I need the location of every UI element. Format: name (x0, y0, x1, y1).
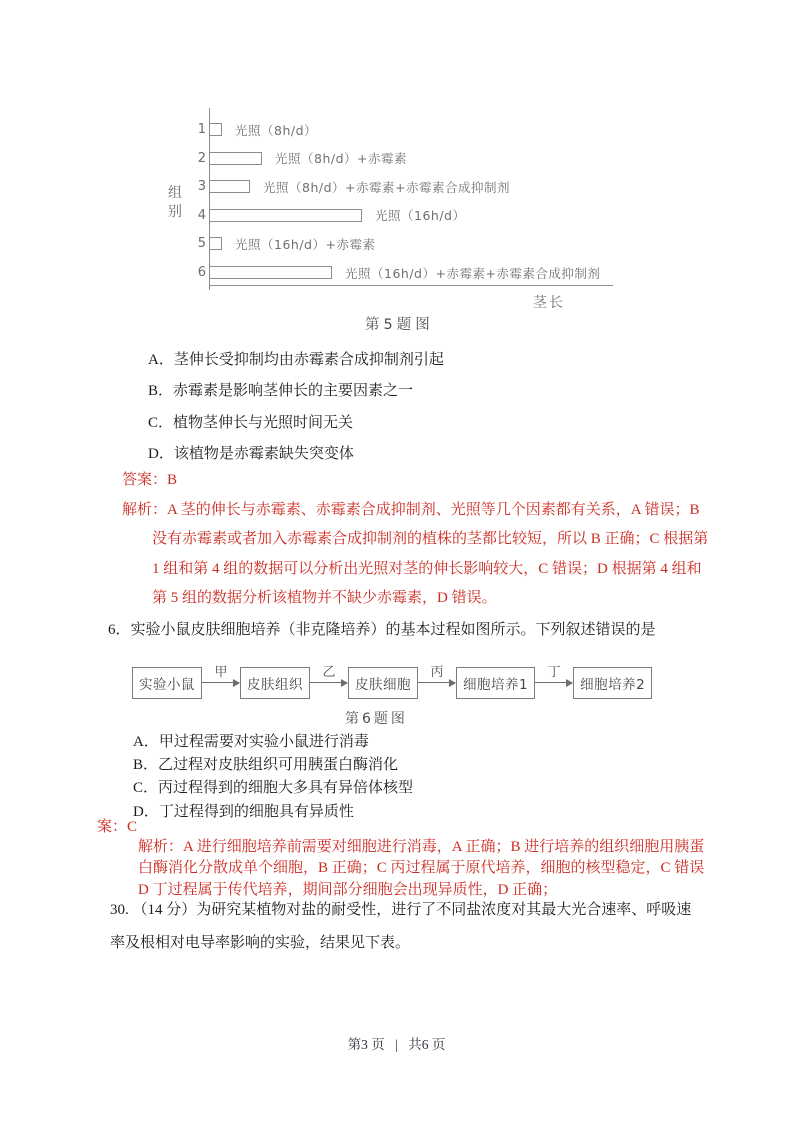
chart-x-axis (209, 285, 613, 286)
flow-arrow (418, 667, 456, 699)
chart-row (192, 151, 407, 166)
flow-arrow (310, 667, 348, 699)
flow-arrow (535, 667, 573, 699)
chart-row (192, 179, 510, 194)
option: C．丙过程得到的细胞大多具有异倍体核型 (133, 780, 414, 797)
analysis-line: D 丁过程属于传代培养，期间部分细胞会出现异质性，D 正确； (138, 881, 558, 898)
arrow-line-icon (310, 682, 347, 683)
analysis-line: 1 组和第 4 组的数据可以分析出光照对茎的伸长影响较大，C 错误；D 根据第 4 组和 (152, 560, 702, 577)
figure6-caption: 第6题图 (345, 711, 408, 727)
flow-node: 皮肤细胞 (348, 667, 418, 699)
option: D．丁过程得到的细胞具有异质性 (133, 803, 354, 820)
question5-options (148, 345, 444, 471)
flow-arrow (202, 667, 240, 699)
chart-y-axis-label: 组别 (168, 185, 182, 220)
stem-line: 30. （14 分）为研究某植物对盐的耐受性，进行了不同盐浓度对其最大光合速率、呼吸速 (110, 902, 692, 918)
footer-total-pages: 共6 页 (408, 1037, 446, 1052)
analysis-line: 白酶消化分散成单个细胞，B 正确；C 丙过程属于原代培养，细胞的核型稳定，C 错误 (138, 860, 705, 877)
flow-node: 皮肤组织 (240, 667, 310, 699)
analysis-line: 没有赤霉素或者加入赤霉素合成抑制剂的植株的茎都比较短，所以 B 正确；C 根据第 (152, 531, 709, 548)
option: A．甲过程需要对实验小鼠进行消毒 (133, 734, 369, 750)
analysis-line: 第 5 组的数据分析该植物并不缺少赤霉素，D 错误。 (152, 590, 497, 607)
question30-stem (110, 894, 695, 961)
treatment-label: 光照（16h/d）+赤霉素 (235, 236, 376, 252)
treatment-label: 光照（8h/d）+赤霉素+赤霉素合成抑制剂 (263, 179, 510, 195)
flow-arrow-label: 甲 (214, 665, 228, 680)
question6-stem: 6．实验小鼠皮肤细胞培养（非克隆培养）的基本过程如图所示。下列叙述错误的是 (108, 622, 656, 638)
chart-x-axis-label: 茎长 (533, 295, 565, 311)
flow-node: 实验小鼠 (132, 667, 202, 699)
option: C．植物茎伸长与光照时间无关 (148, 414, 354, 431)
stem-length-bar (209, 237, 222, 250)
stem-length-bar (209, 209, 362, 222)
stem-length-bar (209, 152, 262, 165)
chart-row (192, 236, 375, 251)
figure5-caption: 第5题图 (365, 317, 434, 333)
stem-length-bar (209, 180, 250, 193)
group-number: 3 (197, 179, 206, 195)
treatment-label: 光照（16h/d） (375, 208, 466, 224)
question6-options (133, 731, 413, 824)
treatment-label: 光照（8h/d）+赤霉素 (275, 151, 407, 167)
treatment-label: 光照（8h/d） (235, 122, 318, 138)
treatment-label: 光照（16h/d）+赤霉素+赤霉素合成抑制剂 (345, 265, 601, 281)
flow-arrow-label: 乙 (322, 665, 336, 680)
footer-separator: | (395, 1037, 398, 1052)
arrow-line-icon (418, 682, 455, 683)
flow-arrow-label: 丙 (430, 665, 444, 680)
footer-current-page: 第3 页 (347, 1037, 385, 1052)
question5-answer: 答案：B (122, 472, 178, 488)
option: B．赤霉素是影响茎伸长的主要因素之一 (148, 383, 414, 400)
question6-answer: 案：C (97, 819, 138, 835)
chart-row (192, 265, 600, 280)
stem-length-bar (209, 123, 222, 136)
analysis-line: 解析：A 茎的伸长与赤霉素、赤霉素合成抑制剂、光照等几个因素都有关系，A 错误；B (122, 502, 700, 518)
chart-row (192, 122, 317, 137)
question6-analysis (138, 837, 705, 901)
stem-length-bar (209, 266, 332, 279)
question5-analysis (122, 496, 709, 614)
group-number: 6 (197, 265, 206, 280)
flow-arrow-label: 丁 (547, 665, 561, 680)
question6-figure (132, 660, 692, 732)
flow-diagram (132, 660, 692, 699)
group-number: 2 (197, 150, 206, 166)
analysis-line: 解析：A 进行细胞培养前需要对细胞进行消毒，A 正确；B 进行培养的组织细胞用胰蛋 (138, 839, 705, 855)
arrow-line-icon (202, 682, 239, 683)
group-number: 1 (197, 122, 206, 137)
option: B．乙过程对皮肤组织可用胰蛋白酶消化 (133, 757, 399, 774)
question5-figure (160, 104, 640, 339)
chart-row (192, 208, 465, 223)
flow-node: 细胞培养1 (456, 667, 535, 699)
arrow-line-icon (535, 682, 572, 683)
group-number: 5 (197, 236, 206, 252)
option: A．茎伸长受抑制均由赤霉素合成抑制剂引起 (148, 352, 444, 368)
option: D．该植物是赤霉素缺失突变体 (148, 446, 354, 463)
page-footer (0, 1033, 793, 1053)
group-number: 4 (197, 207, 206, 223)
stem-line: 率及根相对电导率影响的实验，结果见下表。 (110, 935, 411, 952)
flow-node: 细胞培养2 (573, 667, 652, 699)
